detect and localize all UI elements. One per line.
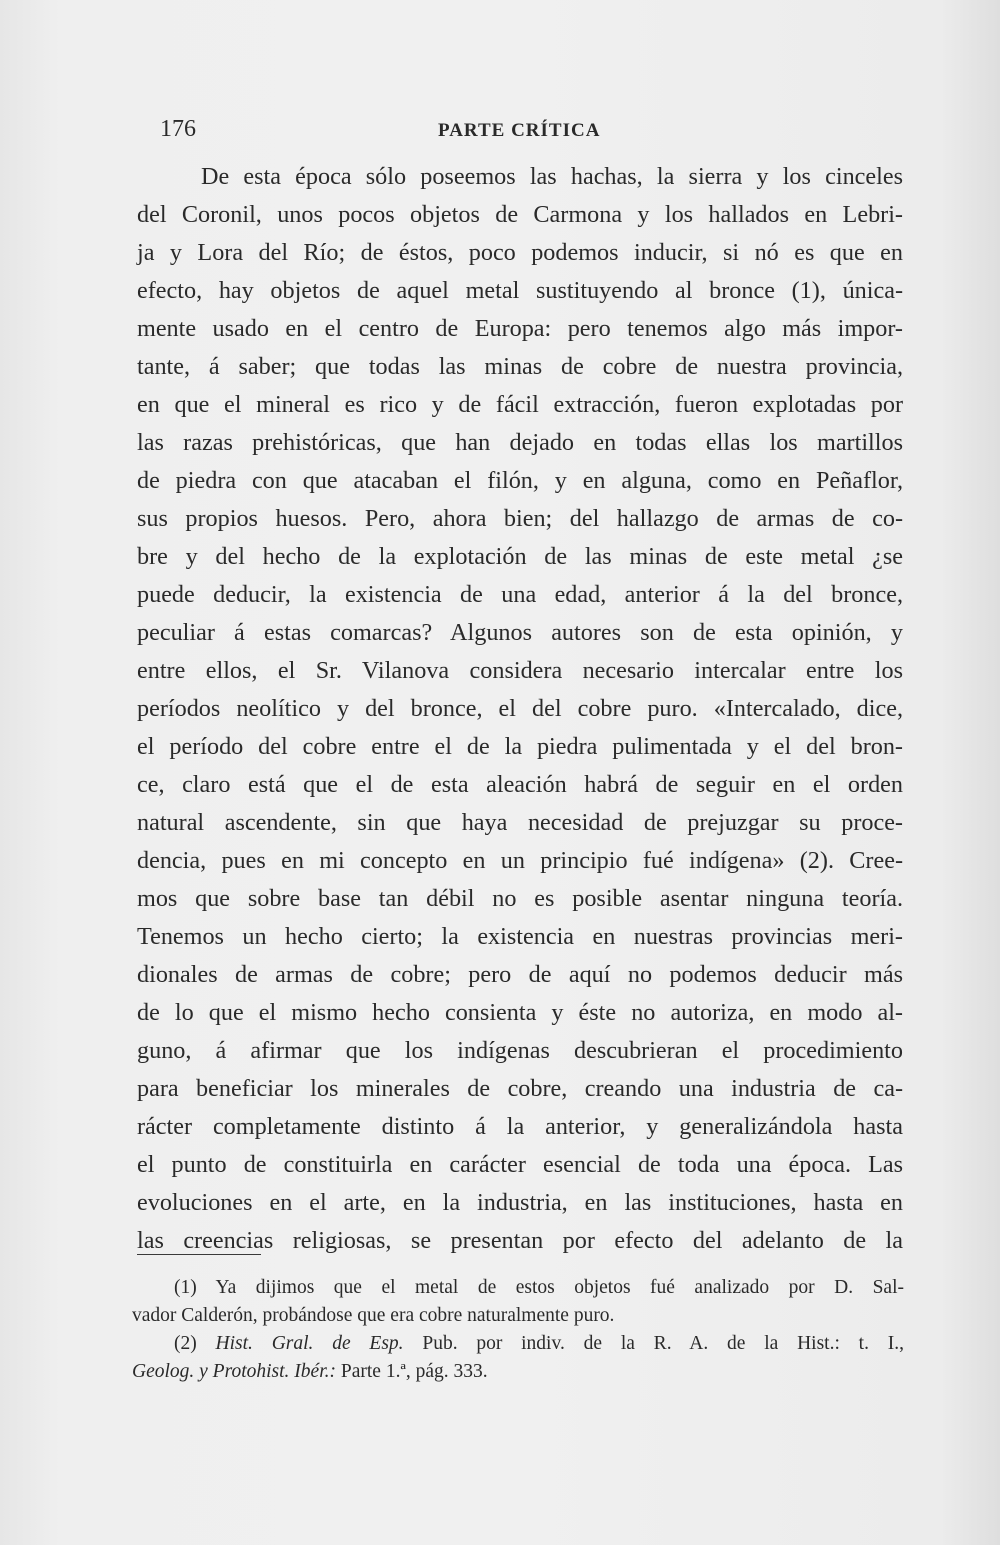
text-line: puede deducir, la existencia de una edad, anterior á la del bronce, bbox=[137, 581, 903, 608]
text-line: de piedra con que atacaban el filón, y en alguna, como en Peñaflor, bbox=[137, 467, 903, 494]
text-line: dencia, pues en mi concepto en un principio fué indígena» (2). Cree- bbox=[137, 847, 903, 874]
text-line: para beneficiar los minerales de cobre, creando una industria de ca- bbox=[137, 1075, 903, 1102]
footnote-rule bbox=[137, 1254, 261, 1255]
text-line: del Coronil, unos pocos objetos de Carmona y los hallados en Lebri- bbox=[137, 201, 903, 228]
page-number: 176 bbox=[160, 116, 196, 142]
text-line: peculiar á estas comarcas? Algunos autores son de esta opinión, y bbox=[137, 619, 903, 646]
text-line: guno, á afirmar que los indígenas descubrieran el procedimiento bbox=[137, 1037, 903, 1064]
text-line: rácter completamente distinto á la anterior, y generalizándola hasta bbox=[137, 1113, 903, 1140]
text-line: entre ellos, el Sr. Vilanova considera necesario intercalar entre los bbox=[137, 657, 903, 684]
footnotes bbox=[132, 1274, 904, 1386]
footnote-2-title: Hist. Gral. de Esp. bbox=[215, 1333, 404, 1354]
text-line: ce, claro está que el de esta aleación habrá de seguir en el orden bbox=[137, 771, 903, 798]
footnote-2-line bbox=[132, 1358, 904, 1386]
text-line: en que el mineral es rico y de fácil extracción, fueron explotadas por bbox=[137, 391, 903, 418]
text-line: tante, á saber; que todas las minas de cobre de nuestra provincia, bbox=[137, 353, 903, 380]
text-line: el período del cobre entre el de la piedra pulimentada y el del bron- bbox=[137, 733, 903, 760]
text-line: períodos neolítico y del bronce, el del cobre puro. «Intercalado, dice, bbox=[137, 695, 903, 722]
text-line: el punto de constituirla en carácter esencial de toda una época. Las bbox=[137, 1151, 903, 1178]
text-line: natural ascendente, sin que haya necesidad de prejuzgar su proce- bbox=[137, 809, 903, 836]
text-line: las razas prehistóricas, que han dejado en todas ellas los martillos bbox=[137, 429, 903, 456]
text-line: ja y Lora del Río; de éstos, poco podemos inducir, si nó es que en bbox=[137, 239, 903, 266]
text-line: las creencias religiosas, se presentan por efecto del adelanto de la bbox=[137, 1227, 903, 1254]
text-line: de lo que el mismo hecho consienta y éste no autoriza, en modo al- bbox=[137, 999, 903, 1026]
body-text bbox=[137, 158, 903, 1260]
text-line: dionales de armas de cobre; pero de aquí no podemos deducir más bbox=[137, 961, 903, 988]
text-line: sus propios huesos. Pero, ahora bien; del hallazgo de armas de co- bbox=[137, 505, 903, 532]
running-head: PARTE CRÍTICA bbox=[438, 120, 601, 141]
footnote-2-publisher: Pub. por indiv. de la R. A. de la Hist.: t. I., bbox=[422, 1333, 905, 1354]
footnote-2-line bbox=[132, 1330, 904, 1358]
text-line: evoluciones en el arte, en la industria, en las instituciones, hasta en bbox=[137, 1189, 903, 1216]
text-line: bre y del hecho de la explotación de las minas de este metal ¿se bbox=[137, 543, 903, 570]
footnote-2-marker: (2) bbox=[174, 1333, 197, 1354]
footnote-1-line: (1) Ya dijimos que el metal de estos objetos fué analizado por D. Sal- bbox=[174, 1277, 904, 1298]
text-line: De esta época sólo poseemos las hachas, la sierra y los cinceles bbox=[201, 163, 903, 190]
text-line: mente usado en el centro de Europa: pero tenemos algo más impor- bbox=[137, 315, 903, 342]
footnote-2-location: Parte 1.ª, pág. 333. bbox=[340, 1361, 488, 1382]
text-line: efecto, hay objetos de aquel metal sustituyendo al bronce (1), única- bbox=[137, 277, 903, 304]
footnote-1-line: vador Calderón, probándose que era cobre naturalmente puro. bbox=[132, 1305, 615, 1326]
text-line: Tenemos un hecho cierto; la existencia en nuestras provincias meri- bbox=[137, 923, 903, 950]
text-line: mos que sobre base tan débil no es posible asentar ninguna teoría. bbox=[137, 885, 903, 912]
footnote-2-subtitle: Geolog. y Protohist. Ibér.: bbox=[132, 1361, 336, 1382]
